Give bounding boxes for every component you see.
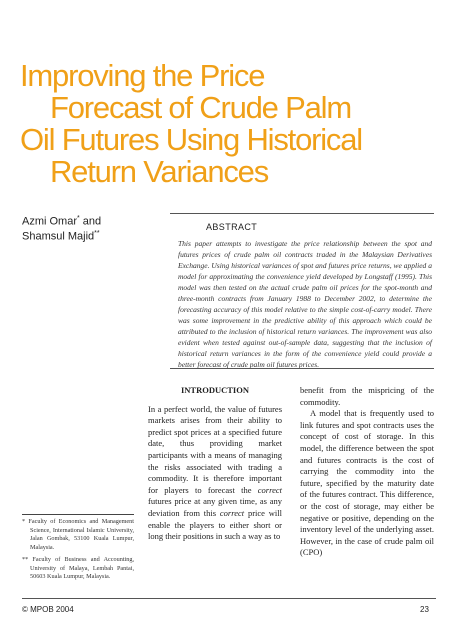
introduction-paragraph-1-end: benefit from the mispricing of the commodity. — [300, 385, 434, 407]
abstract-bottom-rule — [170, 368, 434, 369]
intro-emphasis-2: correct — [219, 507, 245, 518]
introduction-heading: INTRODUCTION — [180, 385, 249, 395]
footer-rule — [22, 598, 436, 599]
footnote-2: ** Faculty of Business and Accounting, University of Malaya, Lembah Pantai, 50603 Kuala Lumpur, Malaysia. — [22, 556, 134, 580]
intro-text-a: In a perfect world, the value of futures markets arises from their ability to predict spot prices at a specified future date, thus providing market participants with a means of managing the risks associated with trading a commodity. It is therefore important for players to forecast the — [148, 403, 282, 495]
author-line-1 — [22, 213, 162, 228]
copyright-notice: © MPOB 2004 — [22, 605, 74, 614]
title-line-1: Improving the Price — [20, 58, 265, 93]
author-name-1: Azmi Omar — [22, 215, 77, 228]
title-line-4: Return Variances — [50, 154, 269, 189]
introduction-paragraph-2: A model that is frequently used to link futures and spot contracts uses the concept of cost of storage. In this model, the difference between the spot and futures contracts is the cost of carrying the commodity into the future, specified by the maturity date of the futures contract. This difference, or the cost of storage, may either be negative or positive, depending on the inventory level of the underlying asset. However, in the case of crude palm oil (CPO) — [300, 408, 434, 558]
abstract-text: This paper attempts to investigate the price relationship between the spot and futures prices of crude palm oil contracts traded in the Malaysian Derivatives Exchange. Using historical variances of spot and futures price returns, we applied a model for approximating the convenience yield developed by Longstaff (1995). This model was then tested on the actual crude palm oil prices for the spot-month and three-month contracts from January 1988 to December 2002, to determine the forecasting accuracy of this model relative to the simple cost-of-carry model. There was some improvement in the predictive ability of this approach which could be attributed to the inclusion of historical return variances. The improvement was also evident when tested against out-of-sample data, suggesting that the inclusion of historical return variances in the form of the convenience yield could provide a better forecast of crude palm oil futures prices. — [178, 239, 432, 369]
author-list — [22, 213, 162, 242]
abstract-top-rule — [170, 213, 434, 214]
author-conjunction: and — [79, 215, 102, 228]
body-column-2 — [148, 385, 282, 543]
author-line-2 — [22, 228, 162, 243]
abstract-heading: ABSTRACT — [206, 222, 258, 232]
author-mark-1: * — [77, 215, 80, 222]
title-line-2: Forecast of Crude Palm — [50, 90, 351, 125]
footnote-1: * Faculty of Economics and Management Science, International Islamic University, Jalan Gombak, 53100 Kuala Lumpur, Malaysia. — [22, 518, 134, 551]
author-mark-2: ** — [94, 229, 100, 237]
intro-emphasis-1: correct — [257, 484, 282, 495]
author-name-2: Shamsul Majid — [22, 230, 95, 243]
introduction-paragraph-1 — [148, 404, 282, 543]
body-column-3 — [300, 385, 434, 559]
intro-text-c: price will enable the players to either short or long their positions in such a way as to — [148, 507, 282, 542]
footnotes — [22, 518, 134, 586]
footnote-rule — [22, 514, 134, 515]
article-title — [20, 60, 440, 188]
intro-text-b: futures price at any given time, as any deviation from this — [148, 496, 282, 518]
title-line-3: Oil Futures Using Historical — [20, 122, 362, 157]
page-number: 23 — [420, 605, 429, 614]
